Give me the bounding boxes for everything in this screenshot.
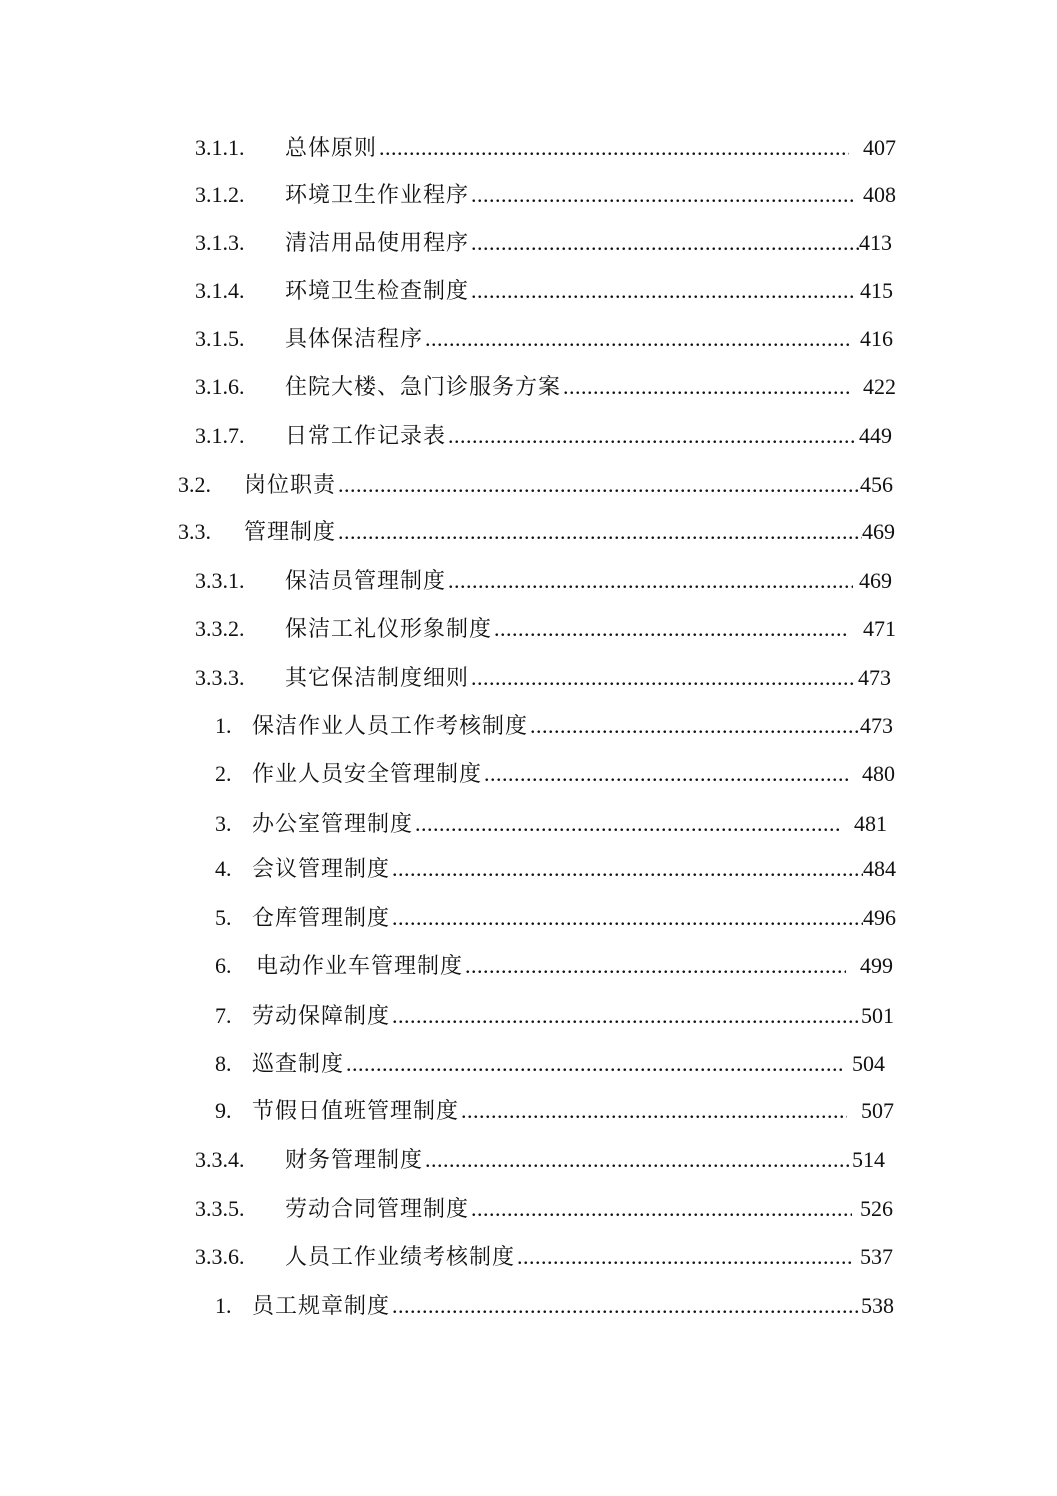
- toc-entry[interactable]: [195, 274, 893, 308]
- toc-entry-page: 480: [862, 761, 895, 786]
- dot-leader: [392, 999, 861, 1033]
- toc-entry-number: 3.3.6.: [195, 1244, 245, 1269]
- toc-entry-title: 人员工作业绩考核制度: [285, 1245, 516, 1270]
- toc-entry-title: 具体保洁程序: [285, 327, 424, 352]
- toc-entry-number: 2.: [215, 761, 232, 786]
- toc-entry-title: 管理制度: [244, 520, 337, 545]
- toc-entry-title: 员工规章制度: [252, 1294, 391, 1319]
- dot-leader: [338, 468, 860, 502]
- toc-entry-title: 办公室管理制度: [252, 812, 414, 837]
- toc-entry-page: 496: [863, 905, 896, 930]
- toc-entry-page: 469: [859, 568, 892, 593]
- toc-entry-title: 财务管理制度: [285, 1148, 424, 1173]
- toc-entry-number: 3.3.3.: [195, 665, 245, 690]
- toc-entry-title: 节假日值班管理制度: [252, 1099, 460, 1124]
- dot-leader: [379, 131, 849, 165]
- toc-entry-title: 劳动保障制度: [252, 1004, 391, 1029]
- dot-leader: [471, 661, 854, 695]
- toc-entry-title: 环境卫生检查制度: [285, 279, 470, 304]
- dot-leader: [392, 1289, 861, 1323]
- toc-entry-page: 473: [858, 665, 891, 690]
- toc-entry-number: 6.: [215, 953, 232, 978]
- toc-entry-number: 3.1.7.: [195, 423, 245, 448]
- toc-entry[interactable]: [215, 852, 896, 886]
- toc-entry-page: 416: [860, 326, 893, 351]
- toc-entry-page: 526: [860, 1196, 893, 1221]
- toc-entry[interactable]: [178, 515, 895, 549]
- dot-leader: [465, 949, 846, 983]
- toc-entry-number: 3.1.2.: [195, 182, 245, 207]
- toc-entry-page: 407: [863, 135, 896, 160]
- toc-entry-page: 469: [862, 519, 895, 544]
- toc-entry-page: 471: [863, 616, 896, 641]
- toc-entry-number: 3.3.4.: [195, 1147, 245, 1172]
- dot-leader: [448, 564, 853, 598]
- toc-entry-title: 岗位职责: [244, 473, 337, 498]
- toc-entry-page: 499: [860, 953, 893, 978]
- toc-entry-page: 449: [859, 423, 892, 448]
- toc-entry-title: 清洁用品使用程序: [285, 231, 470, 256]
- toc-entry-number: 3.1.6.: [195, 374, 245, 399]
- toc-entry-title: 会议管理制度: [252, 857, 391, 882]
- toc-entry[interactable]: [195, 1143, 885, 1177]
- toc-entry-number: 4.: [215, 856, 232, 881]
- toc-entry-title: 住院大楼、急门诊服务方案: [285, 375, 562, 400]
- toc-entry-title: 保洁工礼仪形象制度: [285, 617, 493, 642]
- dot-leader: [563, 370, 849, 404]
- dot-leader: [392, 852, 863, 886]
- dot-leader: [530, 709, 860, 743]
- toc-entry-number: 3.1.4.: [195, 278, 245, 303]
- toc-entry-number: 1.: [215, 713, 232, 738]
- toc-entry-page: 484: [863, 856, 896, 881]
- toc-entry-page: 501: [861, 1003, 894, 1028]
- toc-entry[interactable]: [195, 322, 893, 356]
- dot-leader: [471, 1192, 852, 1226]
- dot-leader: [494, 612, 849, 646]
- toc-entry-page: 422: [863, 374, 896, 399]
- toc-entry-number: 3.3.: [178, 519, 211, 544]
- toc-entry[interactable]: [215, 999, 894, 1033]
- toc-entry-page: 507: [861, 1098, 894, 1123]
- toc-entry-number: 3.: [215, 811, 232, 836]
- toc-entry[interactable]: [215, 949, 893, 983]
- toc-entry-title: 作业人员安全管理制度: [252, 762, 483, 787]
- dot-leader: [425, 322, 850, 356]
- toc-entry-title: 总体原则: [285, 136, 378, 161]
- toc-entry-title: 日常工作记录表: [285, 424, 447, 449]
- dot-leader: [517, 1240, 854, 1274]
- toc-entry[interactable]: [195, 612, 896, 646]
- toc-entry-page: 408: [863, 182, 896, 207]
- toc-entry-number: 8.: [215, 1051, 232, 1076]
- dot-leader: [415, 807, 842, 841]
- dot-leader: [425, 1143, 852, 1177]
- dot-leader: [346, 1047, 842, 1081]
- toc-entry-title: 电动作业车管理制度: [256, 954, 464, 979]
- toc-entry[interactable]: [195, 370, 896, 404]
- toc-entry-page: 473: [860, 713, 893, 738]
- toc-entry-page: 415: [860, 278, 893, 303]
- toc-entry[interactable]: [215, 1047, 885, 1081]
- dot-leader: [471, 274, 856, 308]
- dot-leader: [471, 178, 855, 212]
- toc-entry[interactable]: [215, 901, 896, 935]
- dot-leader: [471, 226, 859, 260]
- toc-entry-page: 538: [861, 1293, 894, 1318]
- toc-entry[interactable]: [215, 807, 887, 841]
- toc-entry-title: 劳动合同管理制度: [285, 1197, 470, 1222]
- toc-entry[interactable]: [195, 1240, 893, 1274]
- toc-entry[interactable]: [195, 178, 896, 212]
- toc-entry-page: 456: [860, 472, 893, 497]
- toc-entry-number: 7.: [215, 1003, 232, 1028]
- toc-entry[interactable]: [178, 468, 893, 502]
- toc-entry[interactable]: [215, 757, 895, 791]
- toc-entry-title: 保洁员管理制度: [285, 569, 447, 594]
- toc-entry-page: 504: [852, 1051, 885, 1076]
- toc-entry-title: 环境卫生作业程序: [285, 183, 470, 208]
- dot-leader: [484, 757, 848, 791]
- toc-entry-title: 仓库管理制度: [252, 906, 391, 931]
- toc-entry[interactable]: [195, 564, 892, 598]
- toc-entry-number: 3.3.5.: [195, 1196, 245, 1221]
- toc-entry-title: 其它保洁制度细则: [285, 666, 470, 691]
- toc-entry-page: 514: [852, 1147, 885, 1172]
- dot-leader: [392, 901, 863, 935]
- toc-entry[interactable]: [195, 226, 892, 260]
- toc-entry[interactable]: [215, 1094, 894, 1128]
- toc-entry[interactable]: [195, 1192, 893, 1226]
- toc-entry-page: 413: [859, 230, 892, 255]
- toc-entry-number: 3.3.1.: [195, 568, 245, 593]
- toc-entry-number: 3.1.5.: [195, 326, 245, 351]
- toc-entry-number: 5.: [215, 905, 232, 930]
- toc-entry[interactable]: [215, 709, 893, 743]
- dot-leader: [448, 419, 855, 453]
- toc-entry[interactable]: [195, 131, 896, 165]
- toc-entry[interactable]: [215, 1289, 894, 1323]
- toc-entry-number: 9.: [215, 1098, 232, 1123]
- toc-entry[interactable]: [195, 419, 892, 453]
- toc-entry-number: 3.3.2.: [195, 616, 245, 641]
- dot-leader: [338, 515, 862, 549]
- dot-leader: [461, 1094, 847, 1128]
- toc-entry-title: 巡查制度: [252, 1052, 345, 1077]
- toc-entry-page: 481: [854, 811, 887, 836]
- toc-entry-number: 3.1.3.: [195, 230, 245, 255]
- toc-entry-number: 3.2.: [178, 472, 211, 497]
- toc-entry-title: 保洁作业人员工作考核制度: [252, 714, 529, 739]
- toc-entry[interactable]: [195, 661, 891, 695]
- toc-entry-number: 1.: [215, 1293, 232, 1318]
- toc-entry-number: 3.1.1.: [195, 135, 245, 160]
- toc-entry-page: 537: [860, 1244, 893, 1269]
